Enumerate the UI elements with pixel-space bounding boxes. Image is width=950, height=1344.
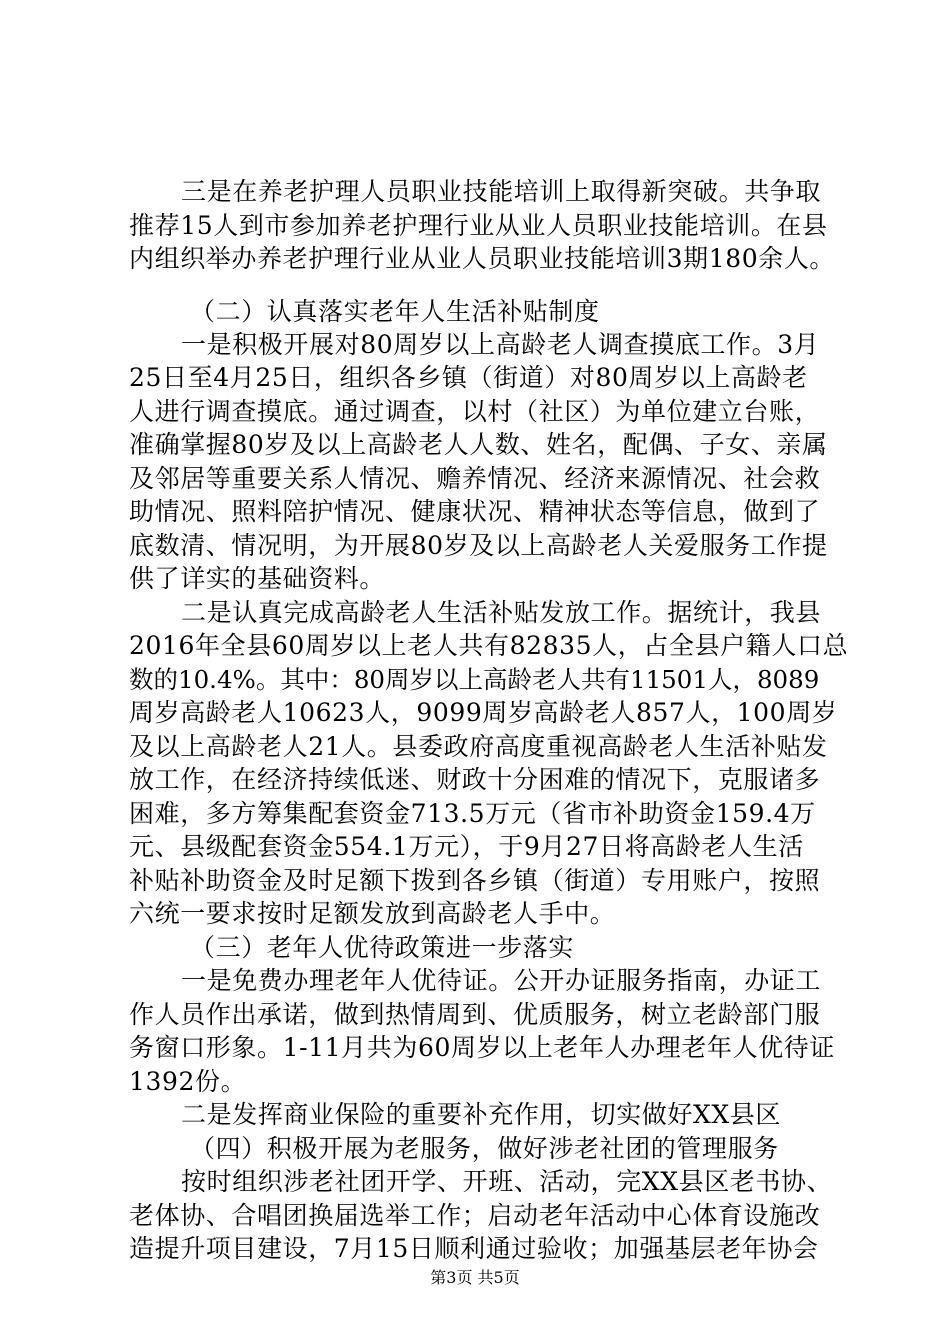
paragraph-line: 内组织举办养老护理行业从业人员职业技能培训3期180余人。 [129,244,836,273]
paragraph-line: 一是免费办理老年人优待证。公开办证服务指南，办证工 [181,966,822,995]
paragraph-line: 老体协、合唱团换届选举工作；启动老年活动中心体育设施改 [129,1201,821,1230]
paragraph-line: 作人员作出承诺，做到热情周到、优质服务，树立老龄部门服 [129,1000,821,1029]
paragraph-line: 造提升项目建设，7月15日顺利通过验收；加强基层老年协会 [129,1234,819,1263]
paragraph-line: 补贴补助资金及时足额下拨到各乡镇（街道）专用账户，按照 [129,866,821,895]
paragraph-line: 助情况、照料陪护情况、健康状况、精神状态等信息，做到了 [129,497,821,526]
paragraph-line: 周岁高龄老人10623人，9099周岁高龄老人857人，100周岁 [129,698,838,727]
paragraph-line: 25日至4月25日，组织各乡镇（街道）对80周岁以上高龄老 [129,363,808,392]
paragraph-line: 底数清、情况明，为开展80岁及以上高龄老人关爱服务工作提 [129,531,828,560]
paragraph-line: 二是认真完成高龄老人生活补贴发放工作。据统计，我县 [181,598,822,627]
page-number-footer: 第3页 共5页 [430,1268,520,1287]
paragraph-line: 二是发挥商业保险的重要补充作用，切实做好XX县区 [181,1100,781,1129]
paragraph-line: 准确掌握80岁及以上高龄老人人数、姓名，配偶、子女、亲属 [129,430,828,459]
paragraph-line: 按时组织涉老社团开学、开班、活动，完XX县区老书协、 [181,1167,833,1196]
paragraph-line: 1392份。 [129,1067,247,1096]
paragraph-line: 数的10.4%。其中：80周岁以上高龄老人共有11501人，8089 [129,665,820,694]
paragraph-line: 困难，多方筹集配套资金713.5万元（省市补助资金159.4万 [129,799,816,828]
section-heading: （二）认真落实老年人生活补贴制度 [190,297,600,326]
paragraph-line: 人进行调查摸底。通过调查，以村（社区）为单位建立台账， [129,397,821,426]
paragraph-line: 三是在养老护理人员职业技能培训上取得新突破。共争取 [181,177,822,206]
paragraph-line: 一是积极开展对80周岁以上高龄老人调查摸底工作。3月 [181,330,820,359]
paragraph-line: 及以上高龄老人21人。县委政府高度重视高龄老人生活补贴发 [129,732,828,761]
paragraph-line: 务窗口形象。1-11月共为60周岁以上老年人办理老年人优待证 [129,1033,835,1062]
section-heading: （四）积极开展为老服务，做好涉老社团的管理服务 [190,1134,779,1163]
paragraph-line: 元、县级配套资金554.1万元），于9月27日将高龄老人生活 [129,832,804,861]
paragraph-line: 及邻居等重要关系人情况、赡养情况、经济来源情况、社会救 [129,464,821,493]
paragraph-line: 2016年全县60周岁以上老人共有82835人，占全县户籍人口总 [129,631,849,660]
paragraph-line: 放工作，在经济持续低迷、财政十分困难的情况下，克服诸多 [129,765,821,794]
paragraph-line: 六统一要求按时足额发放到高龄老人手中。 [129,899,616,928]
section-heading: （三）老年人优待政策进一步落实 [190,933,575,962]
paragraph-line: 供了详实的基础资料。 [129,564,386,593]
paragraph-line: 推荐15人到市参加养老护理行业从业人员职业技能培训。在县 [129,211,828,240]
